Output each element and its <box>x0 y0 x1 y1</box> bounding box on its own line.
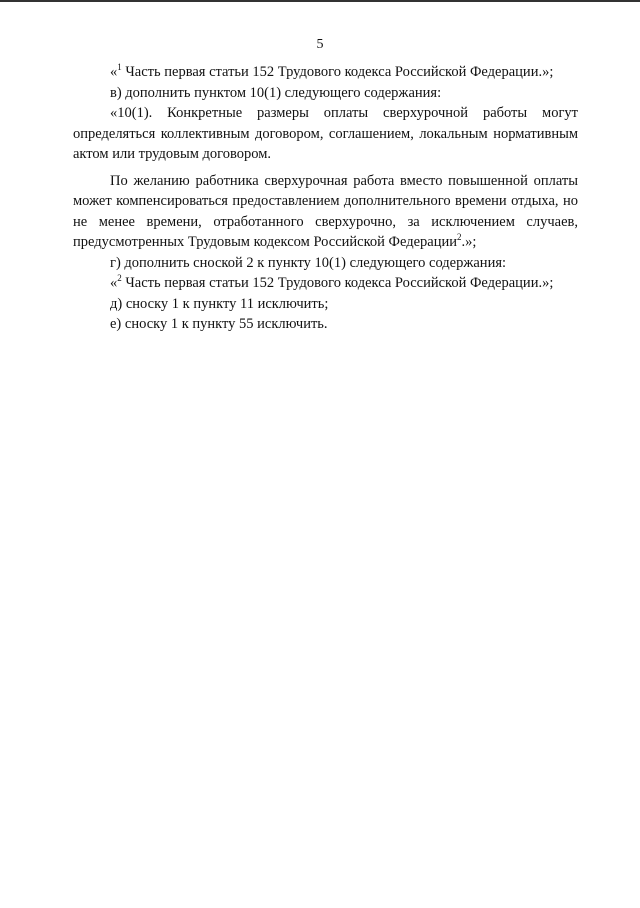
item-g-paragraph: г) дополнить сноской 2 к пункту 10(1) следующего содержания: <box>110 254 507 271</box>
footnote-text: Часть первая статьи 152 Трудового кодекса Российской Федерации.»; <box>121 64 554 80</box>
item-v-paragraph: в) дополнить пунктом 10(1) следующего содержания: <box>110 84 442 101</box>
footnote-text: Часть первая статьи 152 Трудового кодекса Российской Федерации.»; <box>121 275 554 291</box>
footnote-marker: 2 <box>457 232 462 243</box>
opening-quote: « <box>110 64 118 80</box>
document-body <box>73 62 578 335</box>
closing-quote: .»; <box>461 234 477 250</box>
page-top-edge <box>0 0 640 2</box>
footnote-1-paragraph <box>73 62 578 83</box>
page-number: 5 <box>316 37 324 52</box>
footnote-marker: 2 <box>117 273 122 284</box>
footnote-2-paragraph <box>73 273 578 294</box>
footnote-marker: 1 <box>117 62 122 73</box>
item-e-paragraph: е) сноску 1 к пункту 55 исключить. <box>110 316 328 332</box>
clause-10-1-paragraph: «10(1). Конкретные размеры оплаты сверхурочной работы могут определяться коллективным договором, соглашением, локальным нормативным актом или трудовым договором. <box>73 105 578 162</box>
item-d-paragraph: д) сноску 1 к пункту 11 исключить; <box>110 295 329 312</box>
compensation-paragraph <box>73 171 578 253</box>
opening-quote: « <box>110 275 118 291</box>
compensation-text: По желанию работника сверхурочная работа вместо повышенной оплаты может компенсироваться предоставлением дополнительного времени отдыха, но не менее времени, отработанного сверхурочно, за исключением случаев, предусмотренных Трудовым кодексом Российской Федерации <box>73 172 578 250</box>
